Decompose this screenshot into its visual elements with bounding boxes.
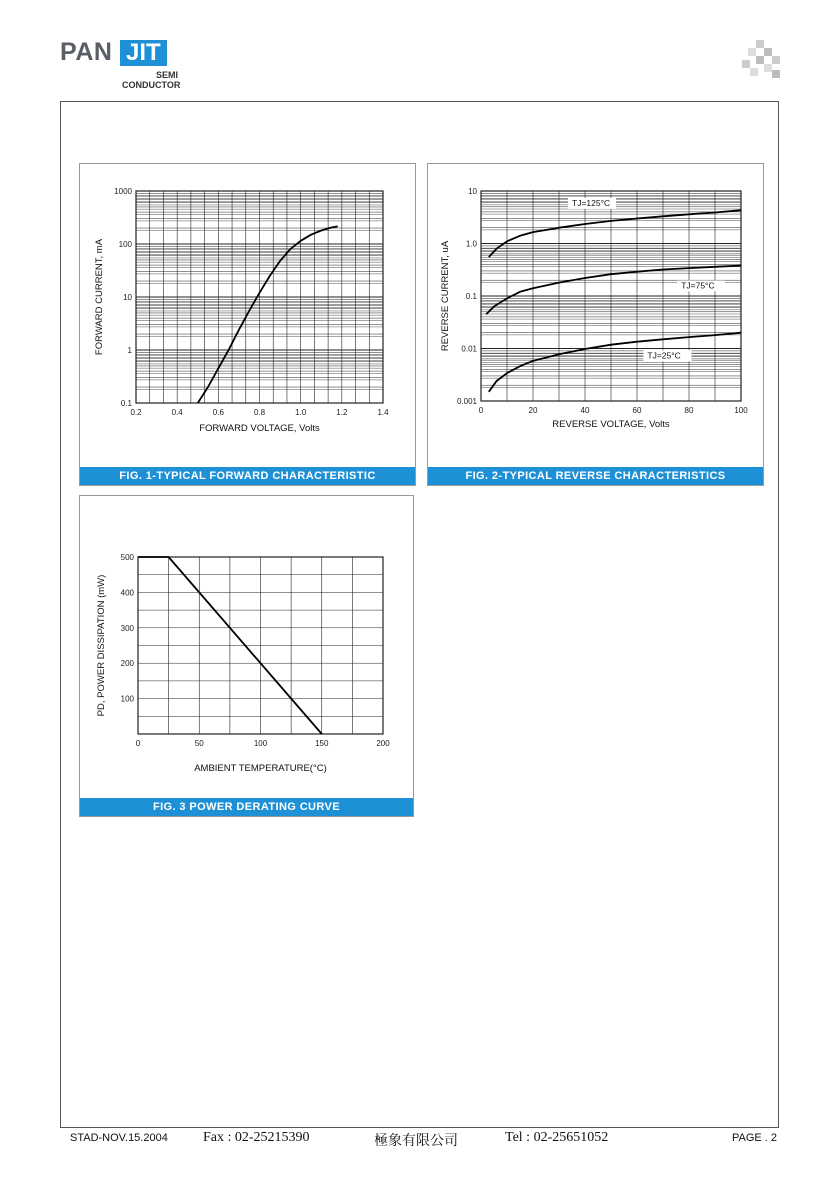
y-tick-label: 300 <box>120 623 134 633</box>
y-tick-label: 10 <box>468 187 477 196</box>
y-axis-label: REVERSE CURRENT, uA <box>440 240 451 352</box>
x-tick-label: 1.0 <box>295 408 307 417</box>
series-label-3: TJ=25°C <box>647 350 681 361</box>
fig1-chart <box>80 164 415 466</box>
y-tick-label: 0.1 <box>465 292 477 301</box>
x-tick-label: 60 <box>632 406 642 415</box>
y-tick-label: 400 <box>120 588 134 598</box>
y-axis-label: PD, POWER DISSIPATION (mW) <box>96 574 107 717</box>
logo-box: JIT <box>120 40 167 66</box>
y-tick-label: 10 <box>123 293 132 302</box>
footer-tel: Tel : 02-25651052 <box>505 1130 609 1145</box>
x-tick-label: 100 <box>253 739 268 748</box>
x-axis-label: FORWARD VOLTAGE, Volts <box>199 423 320 434</box>
x-tick-label: 1.2 <box>336 408 348 417</box>
x-tick-label: 80 <box>684 406 694 415</box>
fig1-caption: FIG. 1-TYPICAL FORWARD CHARACTERISTIC <box>80 467 415 485</box>
fig3-panel <box>79 495 414 817</box>
x-tick-label: 0.6 <box>212 408 224 417</box>
y-axis-label: FORWARD CURRENT, mA <box>94 238 105 356</box>
fig2-panel <box>427 163 764 486</box>
footer-fax: Fax : 02-25215390 <box>203 1130 310 1145</box>
x-tick-label: 0 <box>135 739 141 748</box>
fig3-caption: FIG. 3 POWER DERATING CURVE <box>80 798 413 816</box>
footer-company: 極象有限公司 <box>374 1134 458 1149</box>
x-tick-label: 150 <box>315 739 329 748</box>
fig1-panel <box>79 163 416 486</box>
fig2-caption: FIG. 2-TYPICAL REVERSE CHARACTERISTICS <box>428 467 763 485</box>
x-tick-label: 0.4 <box>171 408 183 417</box>
y-tick-label: 0.01 <box>461 344 477 354</box>
x-tick-label: 20 <box>528 406 538 415</box>
y-tick-label: 500 <box>120 553 134 562</box>
x-tick-label: 100 <box>734 406 748 415</box>
x-tick-label: 50 <box>194 739 204 748</box>
y-tick-label: 0.1 <box>120 399 132 408</box>
y-tick-label: 100 <box>118 240 132 249</box>
x-tick-label: 0.8 <box>253 408 266 417</box>
x-tick-label: 0 <box>478 406 484 415</box>
series-label-1: TJ=125°C <box>572 197 611 208</box>
series-label-2: TJ=75°C <box>681 280 715 291</box>
checker-logo-icon <box>742 40 782 80</box>
x-tick-label: 40 <box>580 406 590 415</box>
fig3-chart <box>80 496 413 797</box>
fig2-chart <box>428 164 763 466</box>
x-axis-label: REVERSE VOLTAGE, Volts <box>552 419 670 430</box>
x-axis-label: AMBIENT TEMPERATURE(°C) <box>194 763 327 774</box>
logo-sub-conductor: CONDUCTOR <box>122 80 181 90</box>
y-tick-label: 1 <box>127 346 132 355</box>
y-tick-label: 1000 <box>114 187 132 196</box>
x-tick-label: 200 <box>376 739 390 748</box>
y-tick-label: 200 <box>120 659 134 669</box>
panjit-logo <box>60 36 190 92</box>
y-tick-label: 100 <box>120 694 134 704</box>
y-tick-label: 1.0 <box>465 239 477 249</box>
footer-page: PAGE . 2 <box>732 1132 778 1144</box>
logo-wordmark: PAN <box>60 38 113 66</box>
x-tick-label: 1.4 <box>377 408 389 417</box>
series-line-1 <box>198 226 338 403</box>
x-tick-label: 0.2 <box>130 408 142 417</box>
series-line-1 <box>489 210 741 257</box>
logo-sub-semi: SEMI <box>155 70 178 80</box>
footer-doc-id: STAD-NOV.15.2004 <box>70 1132 168 1144</box>
y-tick-label: 0.001 <box>456 397 477 406</box>
